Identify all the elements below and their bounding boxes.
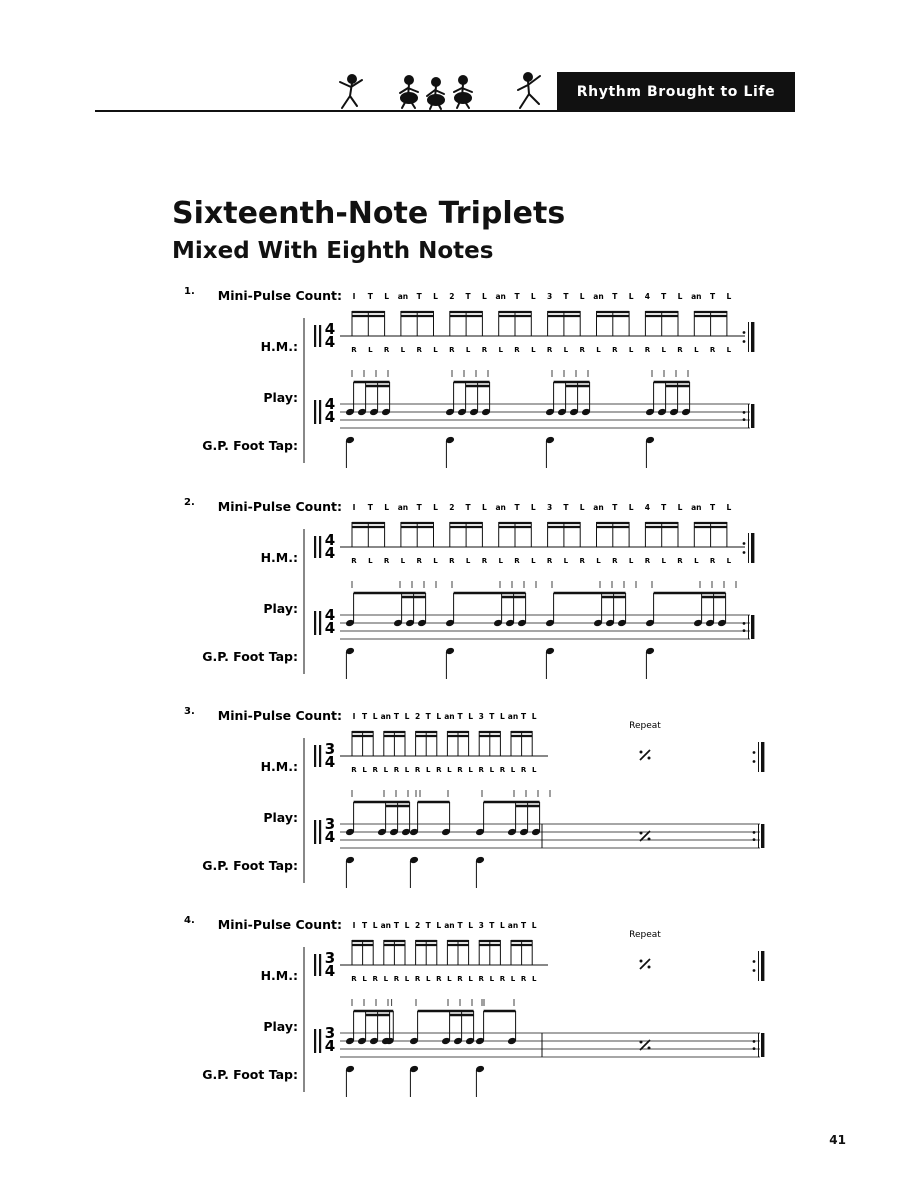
percussion-clef-bar: [319, 745, 321, 767]
mini-pulse-count-label: Mini-Pulse Count:: [217, 499, 342, 514]
exercise-1: [0, 278, 900, 488]
repeat-dot: [743, 418, 746, 421]
mini-pulse-syllable: T: [393, 712, 399, 721]
mini-pulse-syllable: T: [521, 921, 527, 930]
hand-sticking: R: [612, 557, 618, 565]
hand-motion-label: H.M.:: [260, 550, 298, 565]
mini-pulse-syllable: L: [433, 292, 438, 301]
mini-pulse-syllable: I: [352, 921, 356, 930]
hand-sticking: R: [677, 346, 683, 354]
hand-sticking: R: [416, 346, 422, 354]
hand-sticking: R: [351, 975, 357, 983]
hand-sticking: R: [481, 346, 488, 354]
exercise-number: 2.: [184, 497, 195, 508]
page-subtitle: Mixed With Eighth Notes: [172, 238, 494, 264]
hand-sticking: R: [383, 557, 390, 565]
hand-sticking: L: [465, 346, 471, 354]
hand-sticking: L: [531, 766, 537, 774]
repeat-measure-dot: [640, 832, 643, 835]
time-signature-bottom: 4: [324, 619, 336, 637]
mini-pulse-syllable: T: [416, 292, 422, 301]
hand-sticking: R: [514, 557, 520, 565]
hand-sticking: R: [436, 975, 442, 983]
repeat-dot: [753, 960, 756, 963]
percussion-clef-bar: [314, 536, 316, 558]
mini-pulse-syllable: L: [531, 921, 537, 930]
repeat-dot: [753, 760, 756, 763]
mini-pulse-syllable: T: [489, 712, 495, 721]
mini-pulse-syllable: L: [372, 712, 378, 721]
repeat-measure-dot: [640, 751, 643, 754]
mini-pulse-syllable: L: [482, 503, 487, 512]
mini-pulse-syllable: 4: [644, 292, 651, 301]
mini-pulse-syllable: L: [530, 292, 536, 301]
mini-pulse-syllable: T: [612, 292, 618, 301]
mini-pulse-syllable: L: [628, 503, 634, 512]
mini-pulse-syllable: T: [425, 921, 431, 930]
mini-pulse-syllable: an: [507, 921, 519, 930]
mini-pulse-syllable: L: [530, 503, 536, 512]
percussion-clef-bar: [319, 400, 321, 424]
hand-sticking: R: [546, 346, 553, 354]
time-signature-bottom: 4: [324, 408, 336, 426]
hand-sticking: L: [596, 557, 601, 565]
repeat-dot: [753, 1040, 756, 1043]
mini-pulse-syllable: L: [384, 292, 389, 301]
percussion-clef-bar: [314, 325, 316, 347]
hand-sticking: R: [414, 766, 421, 774]
mini-pulse-syllable: an: [593, 292, 604, 301]
hand-motion-label: H.M.:: [260, 759, 298, 774]
hand-sticking: R: [499, 975, 506, 983]
repeat-dot: [753, 969, 756, 972]
mini-pulse-syllable: 2: [414, 921, 421, 930]
foot-tap-label: G.P. Foot Tap:: [202, 438, 298, 453]
mini-pulse-syllable: L: [384, 503, 389, 512]
hand-sticking: R: [644, 557, 651, 565]
hand-motion-label: H.M.:: [260, 339, 298, 354]
hand-sticking: R: [579, 346, 585, 354]
mini-pulse-syllable: L: [468, 921, 473, 930]
hand-sticking: R: [372, 766, 378, 774]
hand-sticking: R: [457, 975, 463, 983]
mini-pulse-syllable: L: [372, 921, 378, 930]
hand-sticking: R: [478, 766, 484, 774]
hand-sticking: L: [489, 975, 495, 983]
hand-sticking: R: [414, 975, 421, 983]
page-title: Sixteenth-Note Triplets: [172, 196, 566, 231]
hand-sticking: R: [546, 557, 553, 565]
mini-pulse-syllable: T: [425, 712, 431, 721]
repeat-barline-thick: [751, 615, 754, 639]
mini-pulse-syllable: L: [468, 712, 473, 721]
mini-pulse-syllable: L: [436, 921, 442, 930]
hand-sticking: L: [362, 975, 367, 983]
repeat-dot: [743, 340, 746, 343]
mini-pulse-count-label: Mini-Pulse Count:: [217, 917, 342, 932]
hand-sticking: L: [694, 346, 699, 354]
time-signature-bottom: 4: [324, 544, 336, 562]
mini-pulse-syllable: L: [404, 921, 410, 930]
hand-sticking: R: [351, 766, 357, 774]
hand-sticking: R: [383, 346, 390, 354]
hand-sticking: R: [514, 346, 520, 354]
hand-sticking: L: [628, 346, 634, 354]
mini-pulse-syllable: L: [677, 292, 683, 301]
mini-pulse-syllable: T: [362, 921, 368, 930]
mini-pulse-syllable: 2: [449, 503, 455, 512]
mini-pulse-syllable: T: [465, 503, 471, 512]
foot-tap-label: G.P. Foot Tap:: [202, 1067, 298, 1082]
time-signature-bottom: 4: [324, 333, 336, 351]
play-label: Play:: [263, 1019, 298, 1034]
time-signature-bottom: 4: [324, 828, 336, 846]
repeat-barline-thick: [761, 824, 764, 848]
hand-sticking: R: [351, 557, 357, 565]
mini-pulse-syllable: T: [710, 292, 716, 301]
percussion-clef-bar: [319, 325, 321, 347]
time-signature-top: 3: [324, 1024, 336, 1042]
mini-pulse-syllable: L: [726, 503, 732, 512]
repeat-dot: [743, 542, 746, 545]
percussion-clef-bar: [314, 611, 316, 635]
repeat-barline-thick: [761, 951, 764, 981]
hand-sticking: R: [436, 766, 442, 774]
mini-pulse-syllable: L: [404, 712, 410, 721]
mini-pulse-syllable: 3: [478, 712, 484, 721]
mini-pulse-syllable: L: [628, 292, 634, 301]
hand-sticking: L: [531, 346, 536, 354]
mini-pulse-syllable: T: [521, 712, 527, 721]
repeat-measure-dot: [648, 966, 651, 969]
mini-pulse-syllable: T: [563, 503, 569, 512]
hand-sticking: R: [612, 346, 618, 354]
repeat-label: Repeat: [629, 721, 661, 731]
hand-sticking: L: [510, 766, 516, 774]
hand-sticking: L: [433, 346, 438, 354]
mini-pulse-syllable: an: [397, 292, 409, 301]
time-signature-bottom: 4: [324, 1037, 336, 1055]
mini-pulse-syllable: T: [563, 292, 569, 301]
repeat-measure-dot: [640, 1041, 643, 1044]
exercise-number: 3.: [184, 706, 195, 717]
hand-sticking: L: [447, 975, 452, 983]
foot-tap-label: G.P. Foot Tap:: [202, 858, 298, 873]
mini-pulse-count-label: Mini-Pulse Count:: [217, 708, 342, 723]
mini-pulse-syllable: L: [726, 292, 732, 301]
mini-pulse-syllable: an: [495, 292, 506, 301]
percussion-clef-bar: [319, 1029, 321, 1053]
hand-sticking: L: [563, 346, 569, 354]
percussion-clef-bar: [314, 954, 316, 976]
time-signature-top: 3: [324, 815, 336, 833]
mini-pulse-syllable: an: [444, 921, 455, 930]
section-title-box: Rhythm Brought to Life: [557, 72, 795, 112]
mini-pulse-syllable: L: [579, 503, 585, 512]
hand-sticking: L: [400, 557, 406, 565]
mini-pulse-syllable: 2: [449, 292, 455, 301]
hand-sticking: L: [661, 346, 666, 354]
mini-pulse-syllable: T: [514, 292, 520, 301]
hand-sticking: R: [481, 557, 488, 565]
mini-pulse-syllable: L: [482, 292, 487, 301]
mini-pulse-syllable: L: [500, 921, 505, 930]
percussion-clef-bar: [319, 611, 321, 635]
mini-pulse-syllable: an: [691, 503, 702, 512]
hand-sticking: L: [425, 975, 431, 983]
repeat-barline-thick: [751, 322, 754, 352]
mini-pulse-syllable: T: [489, 921, 495, 930]
hand-sticking: L: [498, 557, 503, 565]
mini-pulse-syllable: T: [457, 712, 463, 721]
mini-pulse-syllable: T: [465, 292, 471, 301]
mini-pulse-syllable: an: [380, 921, 392, 930]
mini-pulse-syllable: 4: [644, 503, 651, 512]
mini-pulse-syllable: T: [416, 503, 422, 512]
mini-pulse-syllable: T: [457, 921, 463, 930]
hand-sticking: L: [433, 557, 438, 565]
mini-pulse-syllable: L: [436, 712, 442, 721]
mini-pulse-syllable: T: [661, 503, 667, 512]
percussion-clef-bar: [314, 400, 316, 424]
repeat-dot: [743, 622, 746, 625]
mini-pulse-syllable: an: [444, 712, 455, 721]
mini-pulse-syllable: an: [397, 503, 409, 512]
time-signature-top: 3: [324, 949, 336, 967]
mini-pulse-syllable: L: [677, 503, 683, 512]
mini-pulse-syllable: an: [495, 503, 506, 512]
play-label: Play:: [263, 390, 298, 405]
mini-pulse-count-label: Mini-Pulse Count:: [217, 288, 342, 303]
hand-sticking: R: [478, 975, 484, 983]
exercise-number: 1.: [184, 286, 195, 297]
hand-sticking: L: [694, 557, 699, 565]
percussion-clef-bar: [314, 1029, 316, 1053]
repeat-label: Repeat: [629, 930, 661, 940]
repeat-measure-dot: [648, 757, 651, 760]
repeat-barline-thick: [751, 404, 754, 428]
repeat-barline-thick: [761, 1033, 764, 1057]
mini-pulse-syllable: an: [593, 503, 604, 512]
repeat-dot: [743, 551, 746, 554]
hand-sticking: L: [447, 766, 452, 774]
hand-sticking: L: [400, 346, 406, 354]
mini-pulse-syllable: 2: [414, 712, 421, 721]
hand-sticking: L: [661, 557, 666, 565]
mini-pulse-syllable: T: [612, 503, 618, 512]
hand-sticking: L: [368, 346, 373, 354]
exercise-4: [0, 907, 900, 1117]
mini-pulse-syllable: T: [362, 712, 368, 721]
hand-sticking: R: [416, 557, 422, 565]
dancing-figures-icon: [330, 70, 552, 112]
mini-pulse-syllable: L: [531, 712, 537, 721]
hand-sticking: L: [404, 975, 410, 983]
mini-pulse-syllable: 3: [546, 292, 553, 301]
hand-sticking: R: [449, 346, 455, 354]
repeat-dot: [743, 629, 746, 632]
page-number: 41: [829, 1133, 846, 1147]
hand-sticking: L: [563, 557, 569, 565]
hand-sticking: R: [393, 766, 400, 774]
repeat-dot: [753, 1047, 756, 1050]
mini-pulse-syllable: I: [352, 712, 356, 721]
hand-sticking: L: [362, 766, 367, 774]
hand-sticking: L: [726, 346, 732, 354]
play-label: Play:: [263, 601, 298, 616]
hand-sticking: R: [499, 766, 506, 774]
hand-sticking: L: [510, 975, 516, 983]
mini-pulse-syllable: L: [433, 503, 438, 512]
repeat-dot: [753, 751, 756, 754]
mini-pulse-syllable: L: [500, 712, 505, 721]
hand-sticking: L: [404, 766, 410, 774]
mini-pulse-syllable: T: [710, 503, 716, 512]
repeat-measure-dot: [640, 960, 643, 963]
exercise-2: [0, 489, 900, 699]
hand-sticking: L: [468, 975, 473, 983]
time-signature-top: 4: [324, 395, 336, 413]
mini-pulse-syllable: I: [352, 503, 356, 512]
hand-sticking: R: [449, 557, 455, 565]
repeat-measure-dot: [648, 1047, 651, 1050]
hand-sticking: L: [596, 346, 601, 354]
percussion-clef-bar: [319, 820, 321, 844]
hand-sticking: R: [372, 975, 378, 983]
hand-sticking: L: [468, 766, 473, 774]
hand-sticking: L: [425, 766, 431, 774]
percussion-clef-bar: [319, 954, 321, 976]
repeat-barline-thick: [761, 742, 764, 772]
mini-pulse-syllable: T: [393, 921, 399, 930]
mini-pulse-syllable: an: [507, 712, 519, 721]
hand-sticking: R: [709, 557, 716, 565]
mini-pulse-syllable: L: [579, 292, 585, 301]
exercise-number: 4.: [184, 915, 195, 926]
percussion-clef-bar: [314, 820, 316, 844]
mini-pulse-syllable: an: [691, 292, 702, 301]
hand-sticking: L: [368, 557, 373, 565]
repeat-barline-thick: [751, 533, 754, 563]
exercise-3: [0, 698, 900, 908]
mini-pulse-syllable: T: [514, 503, 520, 512]
hand-sticking: R: [393, 975, 400, 983]
hand-sticking: R: [709, 346, 716, 354]
hand-sticking: R: [520, 975, 527, 983]
hand-sticking: L: [628, 557, 634, 565]
hand-sticking: R: [457, 766, 463, 774]
hand-motion-label: H.M.:: [260, 968, 298, 983]
time-signature-bottom: 4: [324, 753, 336, 771]
mini-pulse-syllable: T: [367, 292, 373, 301]
hand-sticking: L: [531, 975, 537, 983]
hand-sticking: R: [351, 346, 357, 354]
repeat-dot: [753, 838, 756, 841]
hand-sticking: L: [383, 975, 389, 983]
time-signature-top: 3: [324, 740, 336, 758]
time-signature-top: 4: [324, 320, 336, 338]
percussion-clef-bar: [314, 745, 316, 767]
hand-sticking: R: [677, 557, 683, 565]
hand-sticking: L: [498, 346, 503, 354]
mini-pulse-syllable: T: [661, 292, 667, 301]
repeat-dot: [753, 831, 756, 834]
play-label: Play:: [263, 810, 298, 825]
repeat-measure-dot: [648, 838, 651, 841]
mini-pulse-syllable: I: [352, 292, 356, 301]
time-signature-bottom: 4: [324, 962, 336, 980]
repeat-dot: [743, 331, 746, 334]
repeat-dot: [743, 411, 746, 414]
mini-pulse-syllable: 3: [478, 921, 484, 930]
hand-sticking: R: [644, 346, 651, 354]
hand-sticking: L: [383, 766, 389, 774]
hand-sticking: L: [531, 557, 536, 565]
time-signature-top: 4: [324, 606, 336, 624]
mini-pulse-syllable: 3: [546, 503, 553, 512]
hand-sticking: R: [579, 557, 585, 565]
hand-sticking: L: [726, 557, 732, 565]
foot-tap-label: G.P. Foot Tap:: [202, 649, 298, 664]
hand-sticking: L: [489, 766, 495, 774]
mini-pulse-syllable: an: [380, 712, 392, 721]
hand-sticking: L: [465, 557, 471, 565]
hand-sticking: R: [520, 766, 527, 774]
mini-pulse-syllable: T: [367, 503, 373, 512]
time-signature-top: 4: [324, 531, 336, 549]
percussion-clef-bar: [319, 536, 321, 558]
